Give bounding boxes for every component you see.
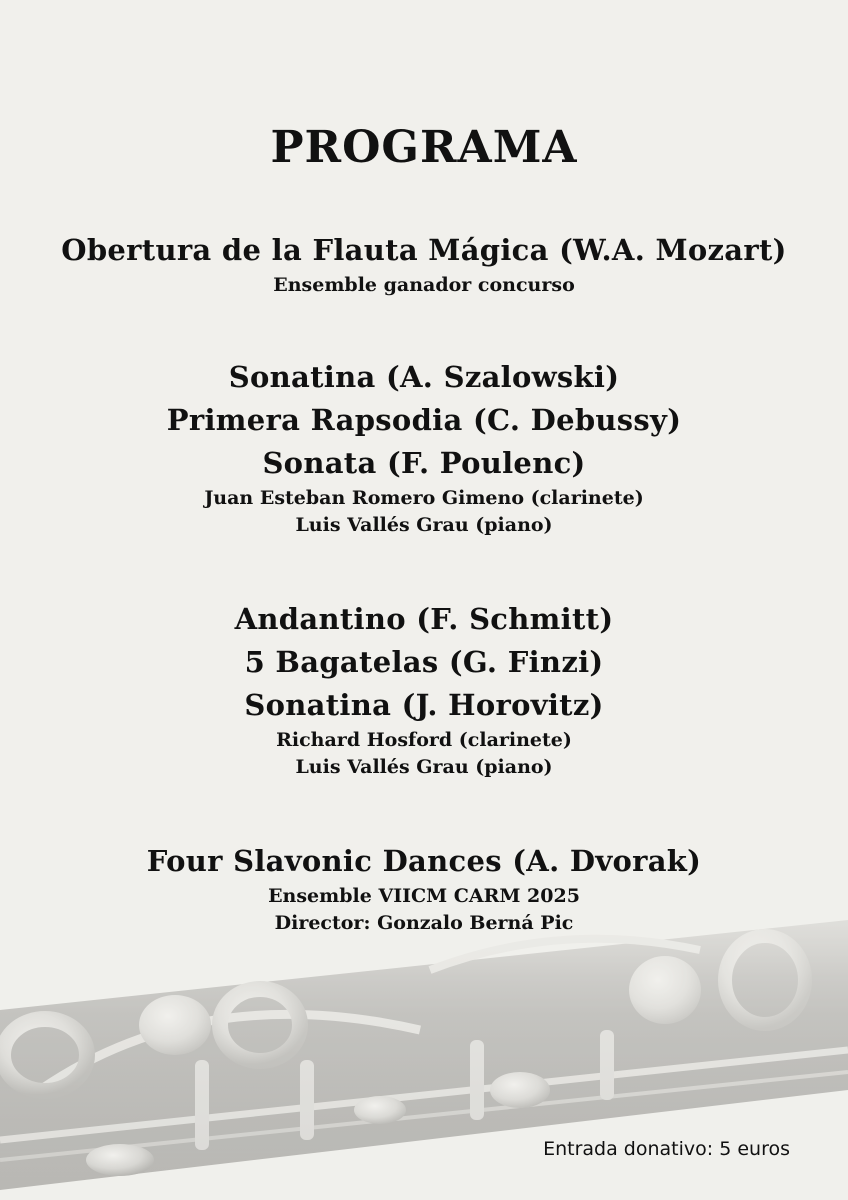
work-title: Obertura de la Flauta Mágica (W.A. Mozart) bbox=[61, 233, 787, 267]
work-title: Sonatina (A. Szalowski) bbox=[228, 360, 620, 394]
work-title: Primera Rapsodia (C. Debussy) bbox=[166, 403, 682, 437]
performer-line: Luis Vallés Grau (piano) bbox=[295, 514, 553, 536]
admission-note: Entrada donativo: 5 euros bbox=[543, 1138, 790, 1160]
program-section-1 bbox=[0, 229, 848, 299]
performer-line: Richard Hosford (clarinete) bbox=[276, 729, 572, 751]
performer-line: Ensemble VIICM CARM 2025 bbox=[268, 885, 580, 907]
page-title: PROGRAMA bbox=[270, 122, 578, 173]
program-section-2 bbox=[0, 356, 848, 539]
program-section-4 bbox=[0, 840, 848, 937]
work-title: 5 Bagatelas (G. Finzi) bbox=[244, 645, 604, 679]
performer-line: Luis Vallés Grau (piano) bbox=[295, 756, 553, 778]
work-title: Sonatina (J. Horovitz) bbox=[244, 688, 604, 722]
performer-line: Director: Gonzalo Berná Pic bbox=[274, 912, 574, 934]
performer-line: Ensemble ganador concurso bbox=[273, 274, 575, 296]
work-title: Four Slavonic Dances (A. Dvorak) bbox=[146, 844, 702, 878]
work-title: Andantino (F. Schmitt) bbox=[234, 602, 614, 636]
program-section-3 bbox=[0, 598, 848, 781]
work-title: Sonata (F. Poulenc) bbox=[262, 446, 586, 480]
performer-line: Juan Esteban Romero Gimeno (clarinete) bbox=[204, 487, 644, 509]
